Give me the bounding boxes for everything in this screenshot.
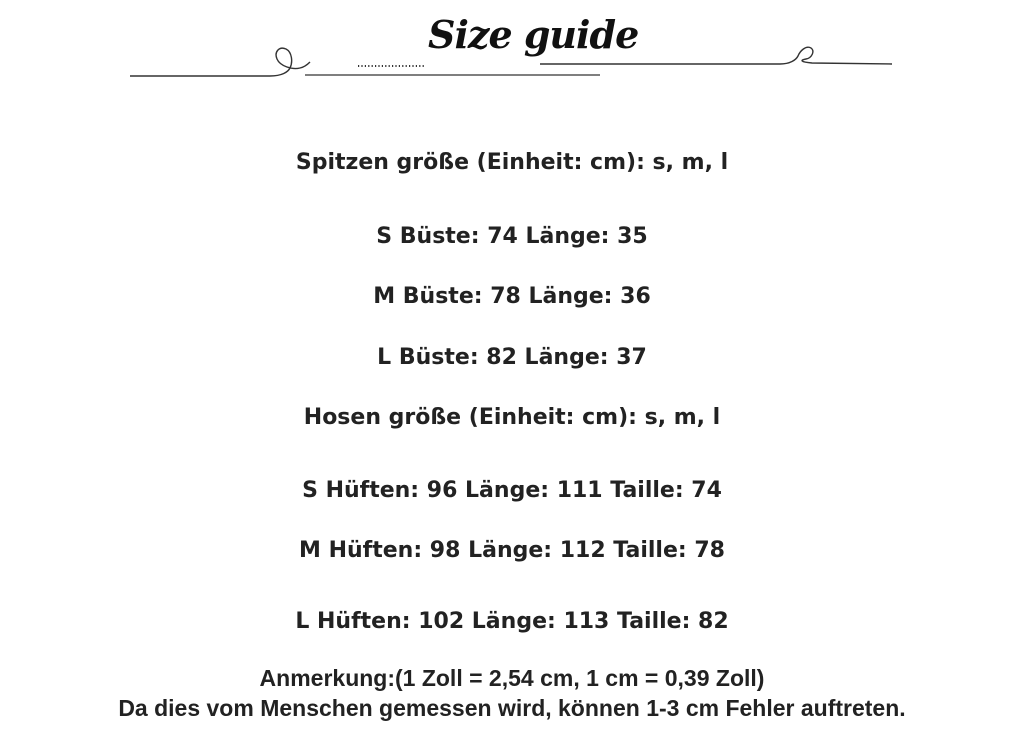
top-size-row-m: M Büste: 78 Länge: 36 — [373, 284, 651, 309]
page-title: Size guide — [428, 12, 639, 57]
pants-size-row-m: M Hüften: 98 Länge: 112 Taille: 78 — [299, 538, 725, 563]
pants-size-row-s: S Hüften: 96 Länge: 111 Taille: 74 — [302, 478, 722, 503]
conversion-note: Anmerkung:(1 Zoll = 2,54 cm, 1 cm = 0,39 Zoll) — [259, 665, 765, 691]
top-size-heading: Spitzen größe (Einheit: cm): s, m, l — [295, 150, 729, 175]
left-swirl-line — [130, 48, 310, 76]
measurement-disclaimer: Da dies vom Menschen gemessen wird, können 1-3 cm Fehler auftreten. — [118, 695, 906, 721]
top-size-row-s: S Büste: 74 Länge: 35 — [376, 224, 648, 249]
top-size-row-l: L Büste: 82 Länge: 37 — [377, 345, 647, 370]
pants-size-heading: Hosen größe (Einheit: cm): s, m, l — [303, 405, 721, 430]
pants-size-row-l: L Hüften: 102 Länge: 113 Taille: 82 — [295, 609, 729, 634]
